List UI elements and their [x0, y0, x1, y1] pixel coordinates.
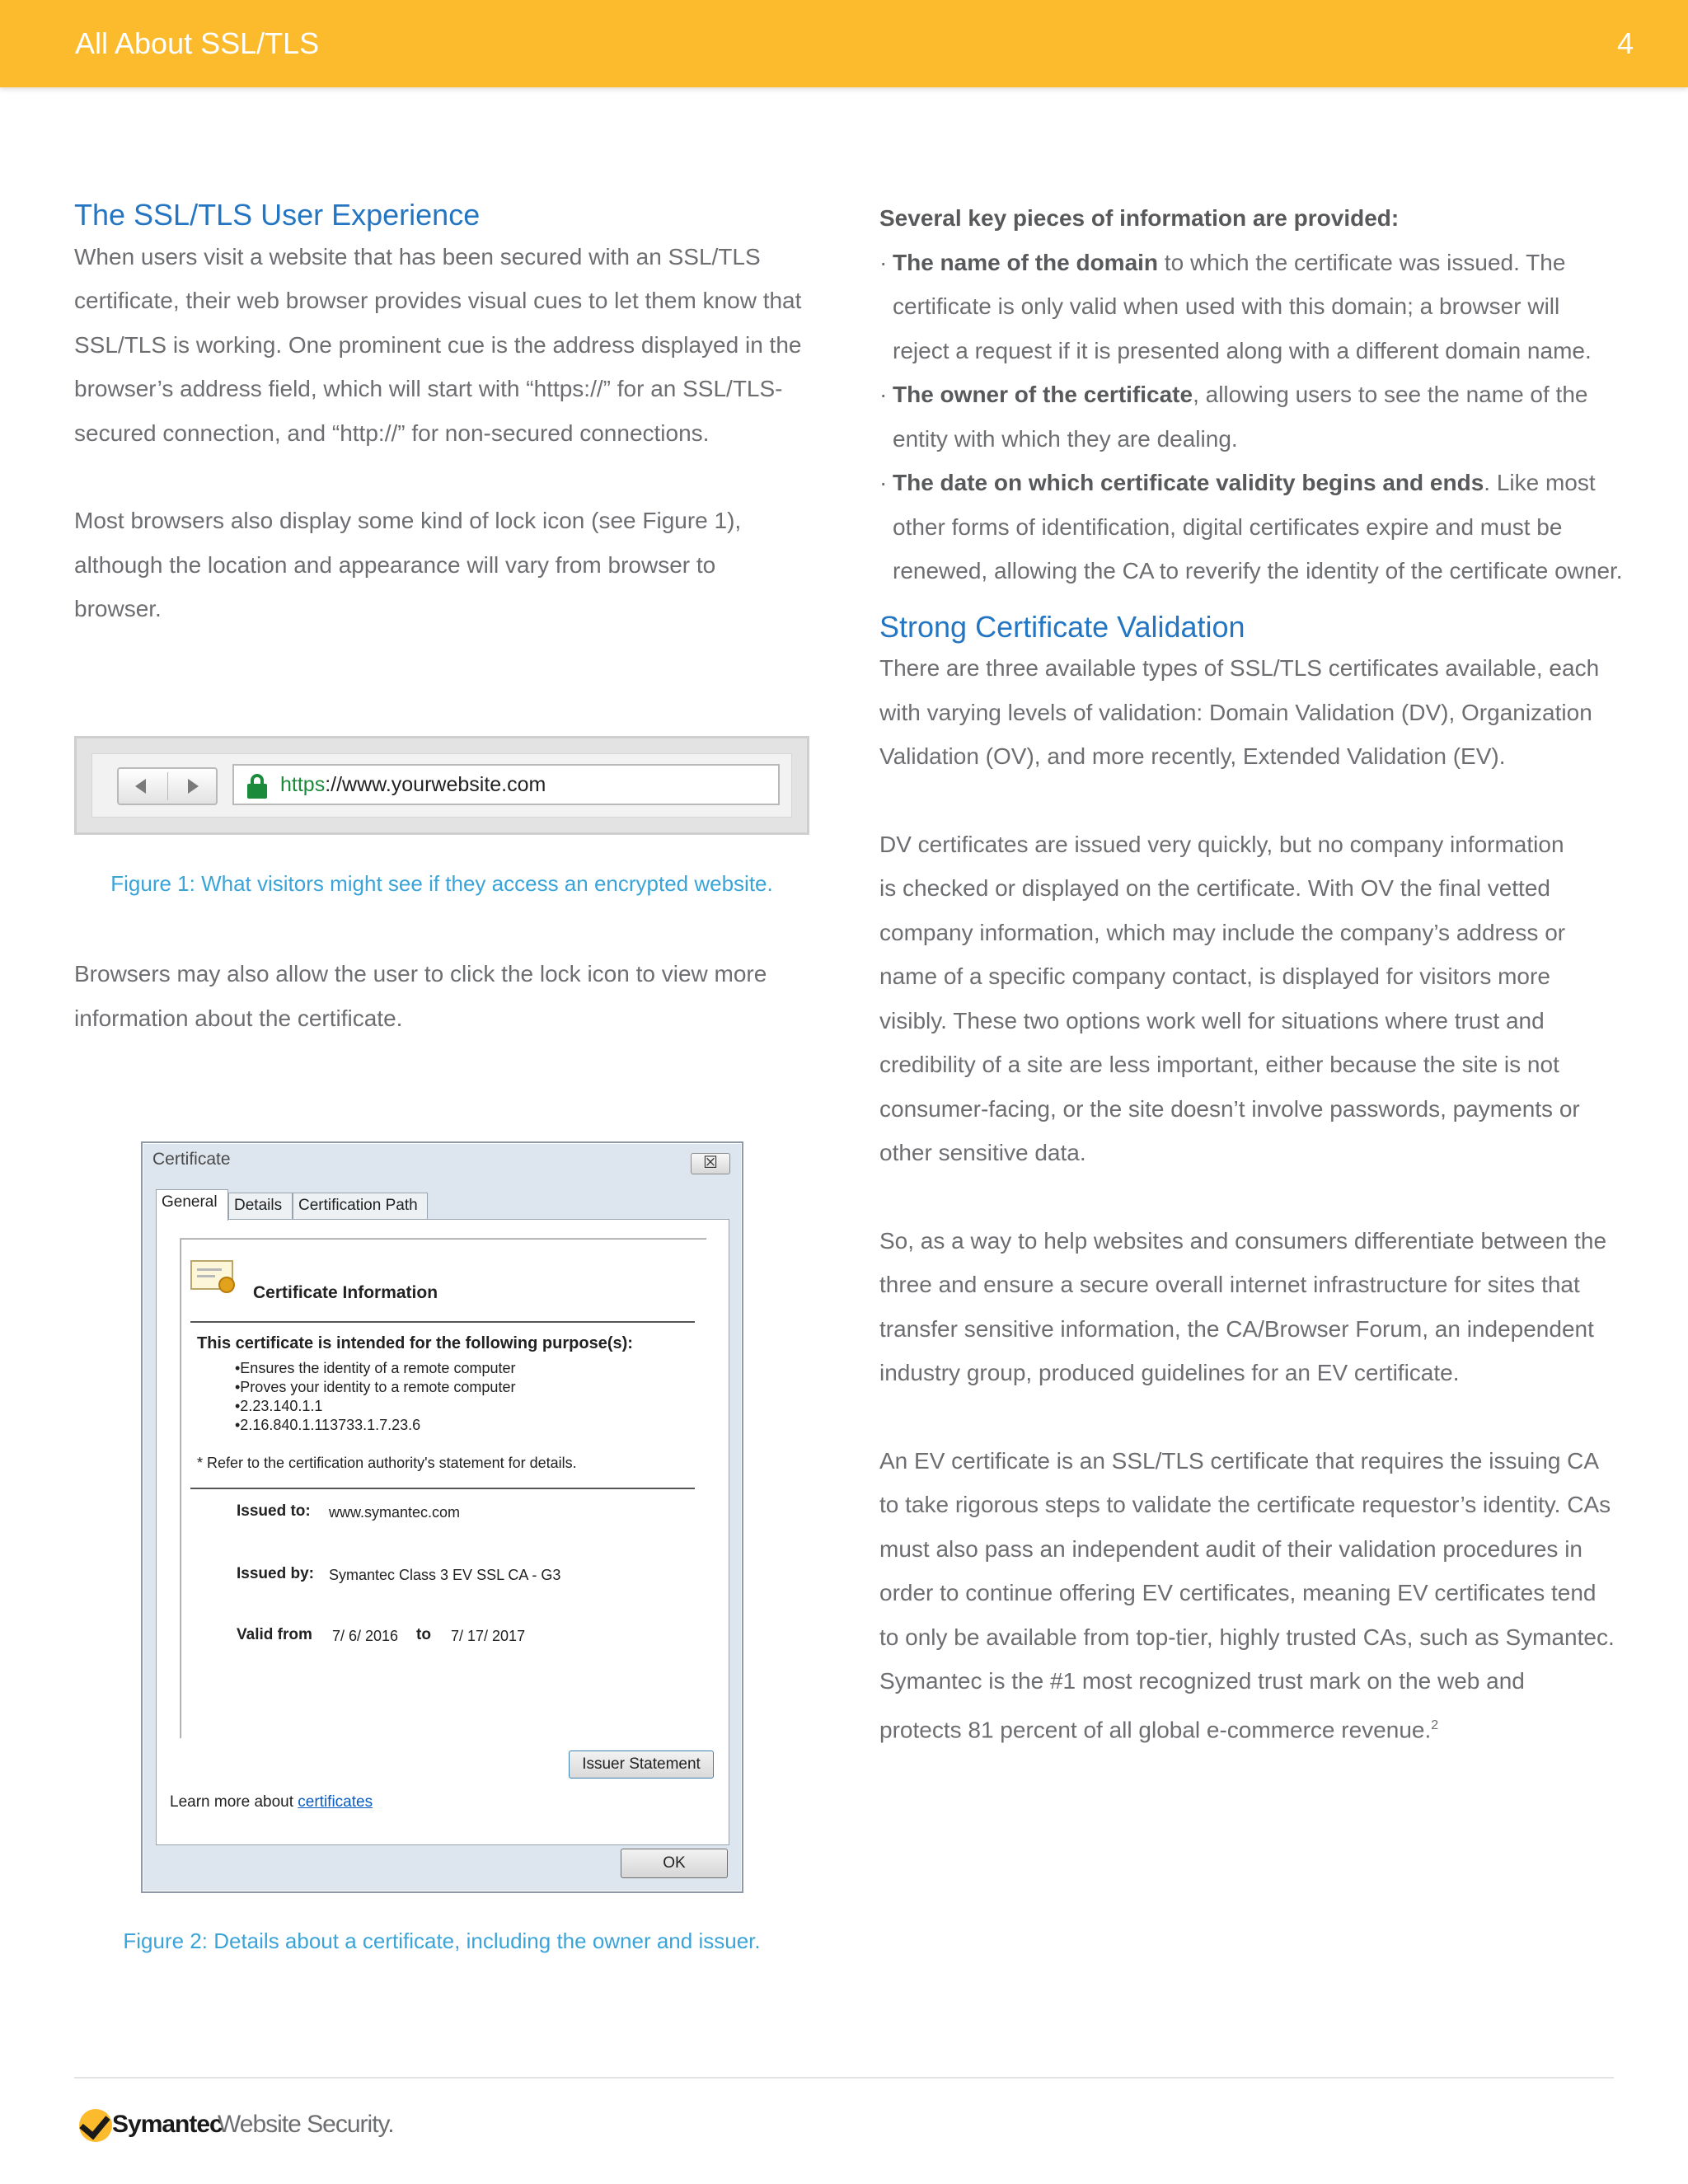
- url-host: ://www.yourwebsite.com: [325, 773, 546, 796]
- paragraph-certificate-types: [879, 646, 1638, 779]
- url-text: [280, 773, 546, 797]
- dialog-title: Certificate: [152, 1150, 231, 1169]
- footer-divider: [74, 2077, 1614, 2079]
- key-information-lead: Several key pieces of information are provided:: [879, 205, 1400, 231]
- page-number: 4: [1616, 26, 1634, 60]
- text-line: certificate, their web browser provides visual cues to let them know that: [74, 288, 802, 314]
- general-tab-panel: [156, 1219, 729, 1845]
- valid-to-label: to: [416, 1626, 431, 1643]
- text-line: Validation (OV), and more recently, Extended Validation (EV).: [879, 743, 1506, 770]
- address-field[interactable]: [232, 764, 780, 805]
- bullet-bold: The name of the domain: [893, 249, 1159, 275]
- text-line: name of a specific company contact, is displayed for visitors more: [879, 963, 1550, 990]
- text-line: to take rigorous steps to validate the certificate requestor’s identity. CAs: [879, 1492, 1611, 1518]
- text-line: transfer sensitive information, the CA/Browser Forum, an independent: [879, 1315, 1594, 1342]
- text-line: An EV certificate is an SSL/TLS certificate that requires the issuing CA: [879, 1447, 1600, 1474]
- divider: [190, 1321, 695, 1323]
- close-button[interactable]: ☒: [691, 1153, 730, 1174]
- paragraph-ca-browser-forum: [879, 1219, 1638, 1395]
- bullet-bold: The owner of the certificate: [893, 382, 1193, 407]
- tab-details[interactable]: Details: [228, 1193, 293, 1219]
- purpose-heading: This certificate is intended for the following purpose(s):: [197, 1334, 633, 1352]
- text-line: SSL/TLS is working. One prominent cue is the address displayed in the: [74, 331, 802, 358]
- tab-general[interactable]: General: [156, 1189, 228, 1221]
- text-line: When users visit a website that has been secured with an SSL/TLS: [74, 243, 761, 269]
- text-line: order to continue offering EV certificates, meaning EV certificates tend: [879, 1580, 1597, 1606]
- refer-note: * Refer to the certification authority's statement for details.: [197, 1455, 577, 1471]
- text-line: DV certificates are issued very quickly, but no company information: [879, 831, 1564, 857]
- text-line: renewed, allowing the CA to reverify the identity of the certificate owner.: [893, 558, 1623, 583]
- divider: [167, 772, 168, 800]
- list-item: •2.16.840.1.113733.1.7.23.6: [235, 1417, 421, 1433]
- text-line: other sensitive data.: [879, 1140, 1086, 1166]
- list-item: · The name of the domain to which the certificate was issued. The certificate is only valid when used with this domain; a browser will reject a request if it is presented along with a different domain name.: [879, 249, 1592, 363]
- text-line: credibility of a site are less important, either because the site is not: [879, 1052, 1559, 1078]
- key-information-list: [879, 241, 1638, 593]
- logo-subtitle: Website Security.: [218, 2111, 394, 2138]
- section-heading-user-experience: The SSL/TLS User Experience: [74, 198, 481, 232]
- issued-to-label: Issued to:: [237, 1502, 311, 1520]
- paragraph-visual-cues: [74, 235, 816, 456]
- text-line: three and ensure a secure overall internet infrastructure for sites that: [879, 1272, 1580, 1298]
- text-line: company information, which may include the company’s address or: [879, 919, 1566, 945]
- left-column: [74, 196, 816, 631]
- figure-1-caption: Figure 1: What visitors might see if they access an encrypted website.: [110, 871, 773, 896]
- logo-brand: Symantec: [112, 2111, 223, 2138]
- bullet-bold: The date on which certificate validity begins and ends: [893, 470, 1484, 495]
- text-line: to which the certificate was issued. The: [1158, 249, 1566, 275]
- valid-from-label: Valid from: [237, 1626, 312, 1643]
- valid-from-value: 7/ 6/ 2016: [332, 1628, 399, 1644]
- back-arrow-icon[interactable]: [135, 779, 146, 794]
- paragraph-dv-ov: [879, 823, 1638, 1175]
- issued-to-value: www.symantec.com: [329, 1504, 461, 1521]
- list-item: •Ensures the identity of a remote computer: [235, 1360, 516, 1376]
- footnote-marker: 2: [1431, 1718, 1439, 1732]
- text-line: industry group, produced guidelines for an EV certificate.: [879, 1360, 1460, 1386]
- text-line: consumer-facing, or the site doesn’t involve passwords, payments or: [879, 1095, 1580, 1122]
- forward-arrow-icon[interactable]: [188, 779, 199, 794]
- figure-browser-bar: [74, 736, 809, 835]
- list-item: · The owner of the certificate, allowing users to see the name of the entity with which they are dealing.: [879, 382, 1588, 452]
- right-column: [879, 196, 1638, 1752]
- certificate-icon: [190, 1258, 237, 1295]
- divider: [190, 1488, 695, 1489]
- text-line: Most browsers also display some kind of lock icon (see Figure 1),: [74, 508, 742, 534]
- text-line: other forms of identification, digital certificates expire and must be: [893, 513, 1563, 540]
- text-line: is checked or displayed on the certificate. With OV the final vetted: [879, 875, 1550, 902]
- text-line: . Like most: [1484, 470, 1596, 495]
- lock-icon[interactable]: [247, 774, 267, 799]
- learn-more-prefix: Learn more about: [170, 1793, 298, 1811]
- certificates-link[interactable]: certificates: [298, 1793, 373, 1811]
- text-line: reject a request if it is presented along with a different domain name.: [893, 337, 1592, 363]
- certificate-information-box: [180, 1238, 707, 1739]
- text-line: browser.: [74, 596, 162, 622]
- learn-more-text: [170, 1793, 373, 1811]
- text-line: entity with which they are dealing.: [893, 425, 1238, 452]
- text-line: with varying levels of validation: Domain Validation (DV), Organization: [879, 699, 1592, 725]
- paragraph-lock-icon: [74, 499, 816, 631]
- browser-toolbar: [91, 753, 792, 818]
- text-line: although the location and appearance will vary from browser to: [74, 551, 716, 578]
- text-line: visibly. These two options work well for situations where trust and: [879, 1007, 1545, 1033]
- navigation-buttons[interactable]: [117, 767, 218, 805]
- tab-certification-path[interactable]: Certification Path: [293, 1193, 428, 1219]
- ok-button[interactable]: OK: [621, 1849, 728, 1878]
- text-line: certificate is only valid when used with this domain; a browser will: [893, 293, 1560, 319]
- text-line: to only be available from top-tier, highly trusted CAs, such as Symantec.: [879, 1624, 1615, 1650]
- list-item: •Proves your identity to a remote computer: [235, 1379, 516, 1395]
- text-line: Browsers may also allow the user to click the lock icon to view more: [74, 961, 767, 987]
- text-line-content: protects 81 percent of all global e-commerce revenue.: [879, 1717, 1432, 1743]
- issuer-statement-button[interactable]: Issuer Statement: [569, 1750, 714, 1779]
- certificate-dialog: [141, 1141, 743, 1893]
- valid-to-value: 7/ 17/ 2017: [451, 1628, 526, 1644]
- text-line: , allowing users to see the name of the: [1193, 382, 1588, 407]
- url-scheme: https: [280, 773, 326, 796]
- text-line: Symantec is the #1 most recognized trust mark on the web and: [879, 1668, 1525, 1694]
- header-bar: [0, 0, 1688, 87]
- text-line: must also pass an independent audit of their validation procedures in: [879, 1535, 1582, 1562]
- list-item: · The date on which certificate validity begins and ends. Like most other forms of identification, digital certificates expire and must be renewed, allowing the CA to reverify the identity of the certificate owner.: [879, 470, 1623, 583]
- issued-by-value: Symantec Class 3 EV SSL CA - G3: [329, 1567, 561, 1583]
- purpose-list: [235, 1359, 515, 1435]
- text-line: So, as a way to help websites and consumers differentiate between the: [879, 1227, 1607, 1254]
- section-heading-validation: Strong Certificate Validation: [879, 609, 1245, 644]
- issued-by-label: Issued by:: [237, 1565, 314, 1582]
- paragraph-click-lock: [74, 952, 816, 1040]
- text-line: browser’s address field, which will start with “https://” for an SSL/TLS-: [74, 376, 783, 402]
- checkmark-logo-icon: [79, 2109, 112, 2142]
- text-line: There are three available types of SSL/TLS certificates available, each: [879, 655, 1600, 682]
- document-title: All About SSL/TLS: [75, 26, 320, 60]
- text-line: information about the certificate.: [74, 1005, 403, 1031]
- certificate-information-title: Certificate Information: [253, 1283, 438, 1302]
- figure-2-caption: Figure 2: Details about a certificate, including the owner and issuer.: [123, 1929, 761, 1953]
- text-line: secured connection, and “http://” for non-secured connections.: [74, 419, 710, 446]
- paragraph-ev-certificate: [879, 1439, 1638, 1752]
- text-line: [879, 1704, 1638, 1752]
- list-item: •2.23.140.1.1: [235, 1398, 323, 1414]
